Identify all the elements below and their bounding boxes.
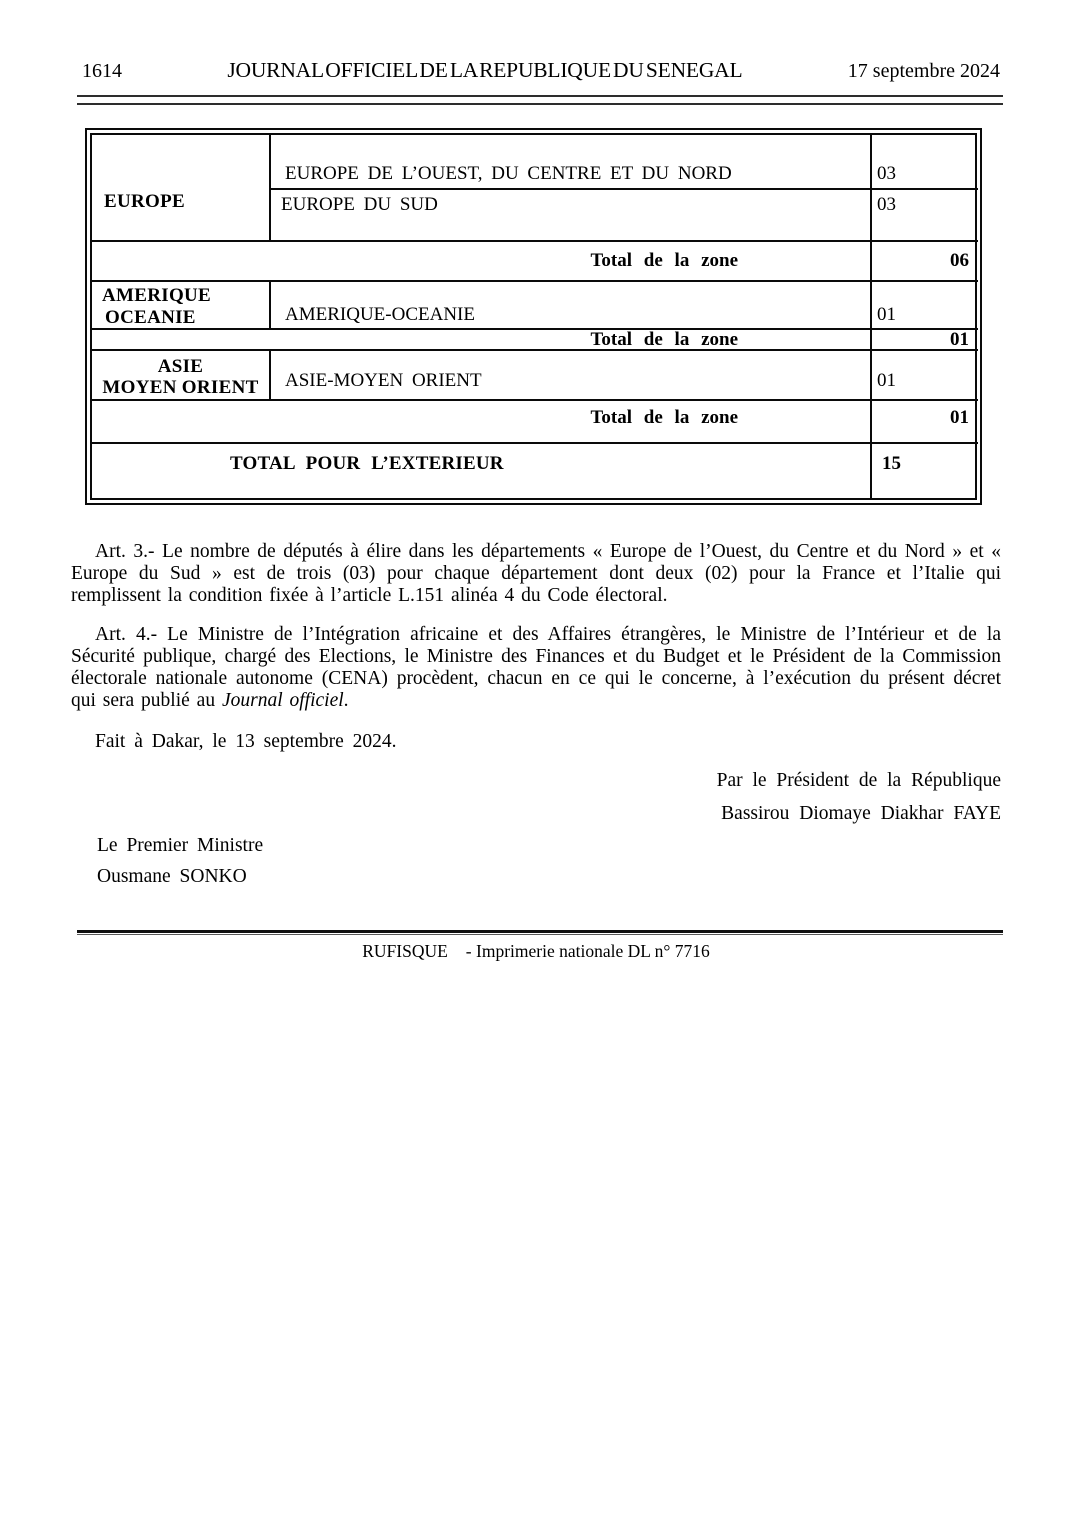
page-number: 1614: [82, 60, 122, 82]
article-4-journal-officiel: Journal officiel: [221, 690, 344, 711]
prime-minister-name: Ousmane SONKO: [97, 866, 247, 887]
header-rule-top: [77, 95, 1003, 97]
zone-label-asie-line1: ASIE: [157, 356, 204, 377]
journal-title: JOURNAL OFFICIEL DE LA REPUBLIQUE DU SENEGAL: [227, 58, 743, 82]
zone-label-amerique-line2: OCEANIE: [105, 307, 196, 328]
article-4-text: Art. 4.- Le Ministre de l’Intégration africaine et des Affaires étrangères, le Ministre de l’Intérieur et de la Sécurité publique, chargé des Elections, le Ministre des Finances et du Budget et le Président de la Commission électorale nationale autonome (CENA) procèdent, chacun en ce qui le concerne, à l’exécution du présent décret qui sera publié au: [71, 624, 1001, 711]
total-zone-asie-value: 01: [872, 401, 978, 444]
printer-city: RUFISQUE: [362, 941, 448, 961]
zone-cell-amerique: [92, 282, 271, 330]
dept-amerique-oceanie: AMERIQUE-OCEANIE: [271, 282, 872, 330]
prime-minister-signature-block: [71, 830, 1001, 892]
prime-minister-title: Le Premier Ministre: [97, 835, 264, 856]
grand-total-label: TOTAL POUR L’EXTERIEUR: [92, 444, 872, 498]
europe-seat-values: [872, 135, 978, 242]
zone-label-amerique-line1: AMERIQUE: [102, 285, 212, 306]
grand-total-value: 15: [882, 453, 901, 474]
total-zone-amerique-value: 01: [872, 330, 978, 351]
page-header: [82, 58, 1000, 83]
dept-europe-ouest: EUROPE DE L’OUEST, DU CENTRE ET DU NORD: [271, 135, 870, 190]
footer-rule-thin: [77, 934, 1003, 935]
dept-asie-moyen-orient: ASIE-MOYEN ORIENT: [271, 351, 872, 401]
dept-europe-sud: EUROPE DU SUD: [281, 194, 438, 216]
total-zone-europe-label: Total de la zone: [92, 242, 872, 282]
seats-amerique-oceanie: 01: [872, 282, 978, 330]
seats-table: [85, 128, 982, 505]
footer-rule-thick: [77, 930, 1003, 933]
zone-label-europe: EUROPE: [104, 191, 185, 212]
decree-body: [71, 541, 1001, 892]
header-rule-bottom: [77, 103, 1003, 105]
total-zone-europe-value: 06: [872, 242, 978, 282]
seats-europe-sud: 03: [877, 194, 896, 216]
article-3: Art. 3.- Le nombre de députés à élire dans les départements « Europe de l’Ouest, du Centre et du Nord » et « Europe du Sud » est de trois (03) pour chaque département dont deux (02) pour la France et l’Italie qui remplissent la condition fixée à l’article L.151 alinéa 4 du Code électoral.: [71, 541, 1001, 606]
president-name: Bassirou Diomaye Diakhar FAYE: [721, 803, 1001, 824]
europe-departments: [271, 135, 872, 242]
journal-date: 17 septembre 2024: [847, 60, 1000, 82]
article-4-period: .: [343, 690, 349, 711]
seats-europe-ouest: 03: [872, 135, 978, 190]
zone-cell-asie: [92, 351, 271, 401]
article-4: [71, 624, 1001, 712]
seats-table-grid: [90, 133, 977, 500]
printer-imprint-text: - Imprimerie nationale DL n° 7716: [465, 941, 710, 961]
seats-asie-moyen-orient: 01: [872, 351, 978, 401]
president-signature-block: [71, 764, 1001, 830]
president-intro: Par le Président de la République: [716, 770, 1001, 791]
dateline: Fait à Dakar, le 13 septembre 2024.: [95, 731, 397, 752]
total-zone-amerique-label: Total de la zone: [92, 330, 872, 351]
printer-imprint: [71, 941, 1001, 962]
zone-label-asie-line2: MOYEN ORIENT: [102, 377, 259, 398]
zone-cell-europe: [92, 135, 271, 242]
total-zone-asie-label: Total de la zone: [92, 401, 872, 444]
